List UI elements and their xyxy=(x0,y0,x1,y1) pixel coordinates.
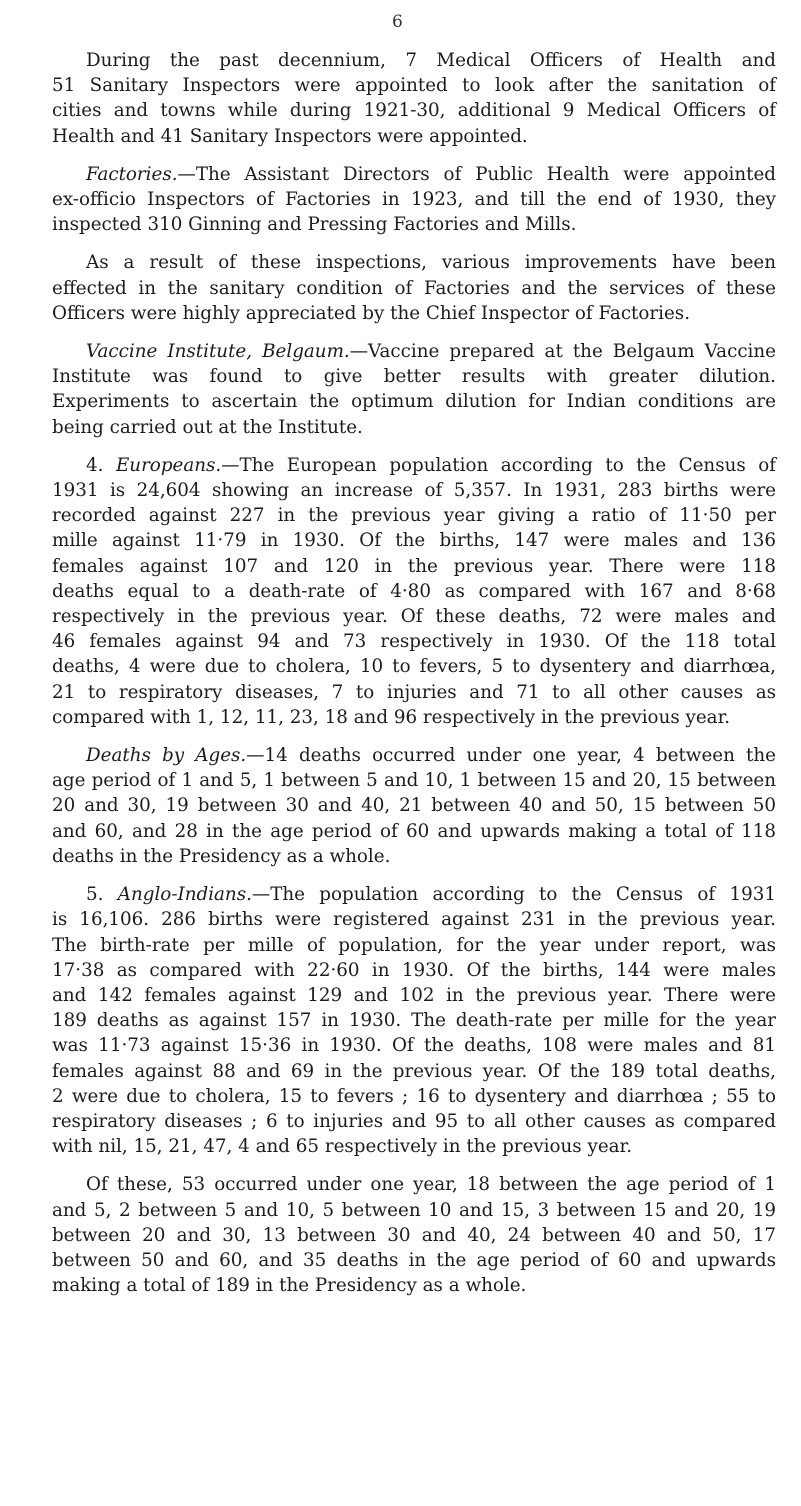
text-line: was 11·73 against 15·36 in 1930. Of the deaths, 108 were males and 81 xyxy=(52,1035,776,1057)
text-line: respiratory diseases ; 6 to injuries and 95 to all other causes as compared xyxy=(52,1110,776,1132)
section-heading: Vaccine Institute, Belgaum. xyxy=(86,341,350,363)
text-line-rest: —The European population according to the Census of xyxy=(221,454,776,476)
text-line: 2 were due to cholera, 15 to fevers ; 16 to dysentery and diarrhœa ; 55 to xyxy=(52,1085,776,1107)
text-line: with nil, 15, 21, 47, 4 and 65 respectively in the previous year. xyxy=(52,1136,633,1158)
text-line: mille against 11·79 in 1930. Of the births, 147 were males and 136 xyxy=(52,530,776,552)
text-line: 189 deaths as against 157 in 1930. The death-rate per mille for the year xyxy=(52,1010,776,1032)
text-line: and 5, 2 between 5 and 10, 5 between 10 and 15, 3 between 15 and 20, 19 xyxy=(52,1199,776,1221)
text-line xyxy=(52,162,776,187)
text-line: compared with 1, 12, 11, 23, 18 and 96 respectively in the previous year. xyxy=(52,706,731,728)
text-line: During the past decennium, 7 Medical Officers of Health and xyxy=(86,50,776,71)
section-heading: Anglo-Indians. xyxy=(117,884,252,906)
text-line: The birth-rate per mille of population, for the year under report, was xyxy=(52,934,776,956)
paragraph-factories xyxy=(52,162,776,238)
text-line: respectively in the previous year. Of these deaths, 72 were males and xyxy=(52,606,776,628)
text-line: females against 88 and 69 in the previous year. Of the 189 total deaths, xyxy=(52,1060,776,1082)
section-heading: Europeans. xyxy=(115,454,222,476)
text-line: 20 and 30, 19 between 30 and 40, 21 between 40 and 50, 15 between 50 xyxy=(52,795,776,817)
text-line: 46 females against 94 and 73 respectively in 1930. Of the 118 total xyxy=(52,631,776,653)
text-line-rest: —Vaccine prepared at the Belgaum Vaccine xyxy=(349,341,776,363)
text-line-rest: —14 deaths occurred under one year, 4 between the xyxy=(246,745,776,767)
text-line-rest: —The population according to the Census of 1931 xyxy=(251,884,776,906)
text-line: ex-officio Inspectors of Factories in 1923, and till the end of 1930, they xyxy=(52,189,776,211)
text-line: deaths, 4 were due to cholera, 10 to fevers, 5 to dysentery and diarrhœa, xyxy=(52,656,776,678)
section-heading: Deaths by Ages. xyxy=(86,745,247,767)
text-line: deaths equal to a death-rate of 4·80 as compared with 167 and 8·68 xyxy=(52,580,776,602)
text-line: cities and towns while during 1921-30, additional 9 Medical Officers of xyxy=(52,100,776,122)
paragraph-decennium xyxy=(52,48,776,149)
text-line-rest: —The Assistant Directors of Public Health were appointed xyxy=(177,163,776,185)
text-line: deaths in the Presidency as a whole. xyxy=(52,845,391,867)
text-line: is 16,106. 286 births were registered against 231 in the previous year. xyxy=(52,909,776,931)
page-number: 6 xyxy=(392,12,403,32)
text-line: Institute was found to give better results with greater dilution. xyxy=(52,366,776,388)
paragraph-anglo-indians xyxy=(52,882,776,1159)
text-line: 17·38 as compared with 22·60 in 1930. Of the births, 144 were males xyxy=(52,959,776,981)
text-line: between 20 and 30, 13 between 30 and 40, 24 between 40 and 50, 17 xyxy=(52,1224,776,1246)
text-line xyxy=(52,743,776,768)
text-line: between 50 and 60, and 35 deaths in the age period of 60 and upwards xyxy=(52,1249,776,1271)
text-line: being carried out at the Institute. xyxy=(52,416,363,438)
text-line xyxy=(52,339,776,364)
paragraph-anglo-deaths-ages xyxy=(52,1172,776,1298)
text-line: inspected 310 Ginning and Pressing Factories and Mills. xyxy=(52,214,577,236)
body-text xyxy=(52,48,776,1311)
text-line: Health and 41 Sanitary Inspectors were appointed. xyxy=(52,125,528,147)
section-number: 5. xyxy=(86,884,104,906)
text-line: 21 to respiratory diseases, 7 to injuries and 71 to all other causes as xyxy=(52,681,776,703)
paragraph-improvements xyxy=(52,250,776,326)
paragraph-deaths-by-ages xyxy=(52,743,776,869)
text-line: 51 Sanitary Inspectors were appointed to look after the sanitation of xyxy=(52,75,776,97)
text-line: Officers were highly appreciated by the Chief Inspector of Factories. xyxy=(52,302,691,324)
text-line xyxy=(52,882,776,907)
paragraph-vaccine xyxy=(52,339,776,440)
text-line xyxy=(52,453,776,478)
text-line: making a total of 189 in the Presidency as a whole. xyxy=(52,1275,527,1297)
text-line: 1931 is 24,604 showing an increase of 5,357. In 1931, 283 births were xyxy=(52,480,776,502)
text-line: Of these, 53 occurred under one year, 18 between the age period of 1 xyxy=(86,1174,776,1196)
text-line: effected in the sanitary condition of Factories and the services of these xyxy=(52,277,776,299)
text-line: and 60, and 28 in the age period of 60 and upwards making a total of 118 xyxy=(52,820,776,842)
section-heading: Factories. xyxy=(86,163,178,185)
text-line: Experiments to ascertain the optimum dilution for Indian conditions are xyxy=(52,391,776,413)
text-line: recorded against 227 in the previous year giving a ratio of 11·50 per xyxy=(52,505,776,527)
section-number: 4. xyxy=(86,454,104,476)
paragraph-europeans xyxy=(52,453,776,730)
text-line: As a result of these inspections, various improvements have been xyxy=(86,252,776,274)
text-line: and 142 females against 129 and 102 in the previous year. There were xyxy=(52,984,776,1006)
text-line: females against 107 and 120 in the previous year. There were 118 xyxy=(52,555,776,577)
text-line: age period of 1 and 5, 1 between 5 and 10, 1 between 15 and 20, 15 between xyxy=(52,770,776,792)
